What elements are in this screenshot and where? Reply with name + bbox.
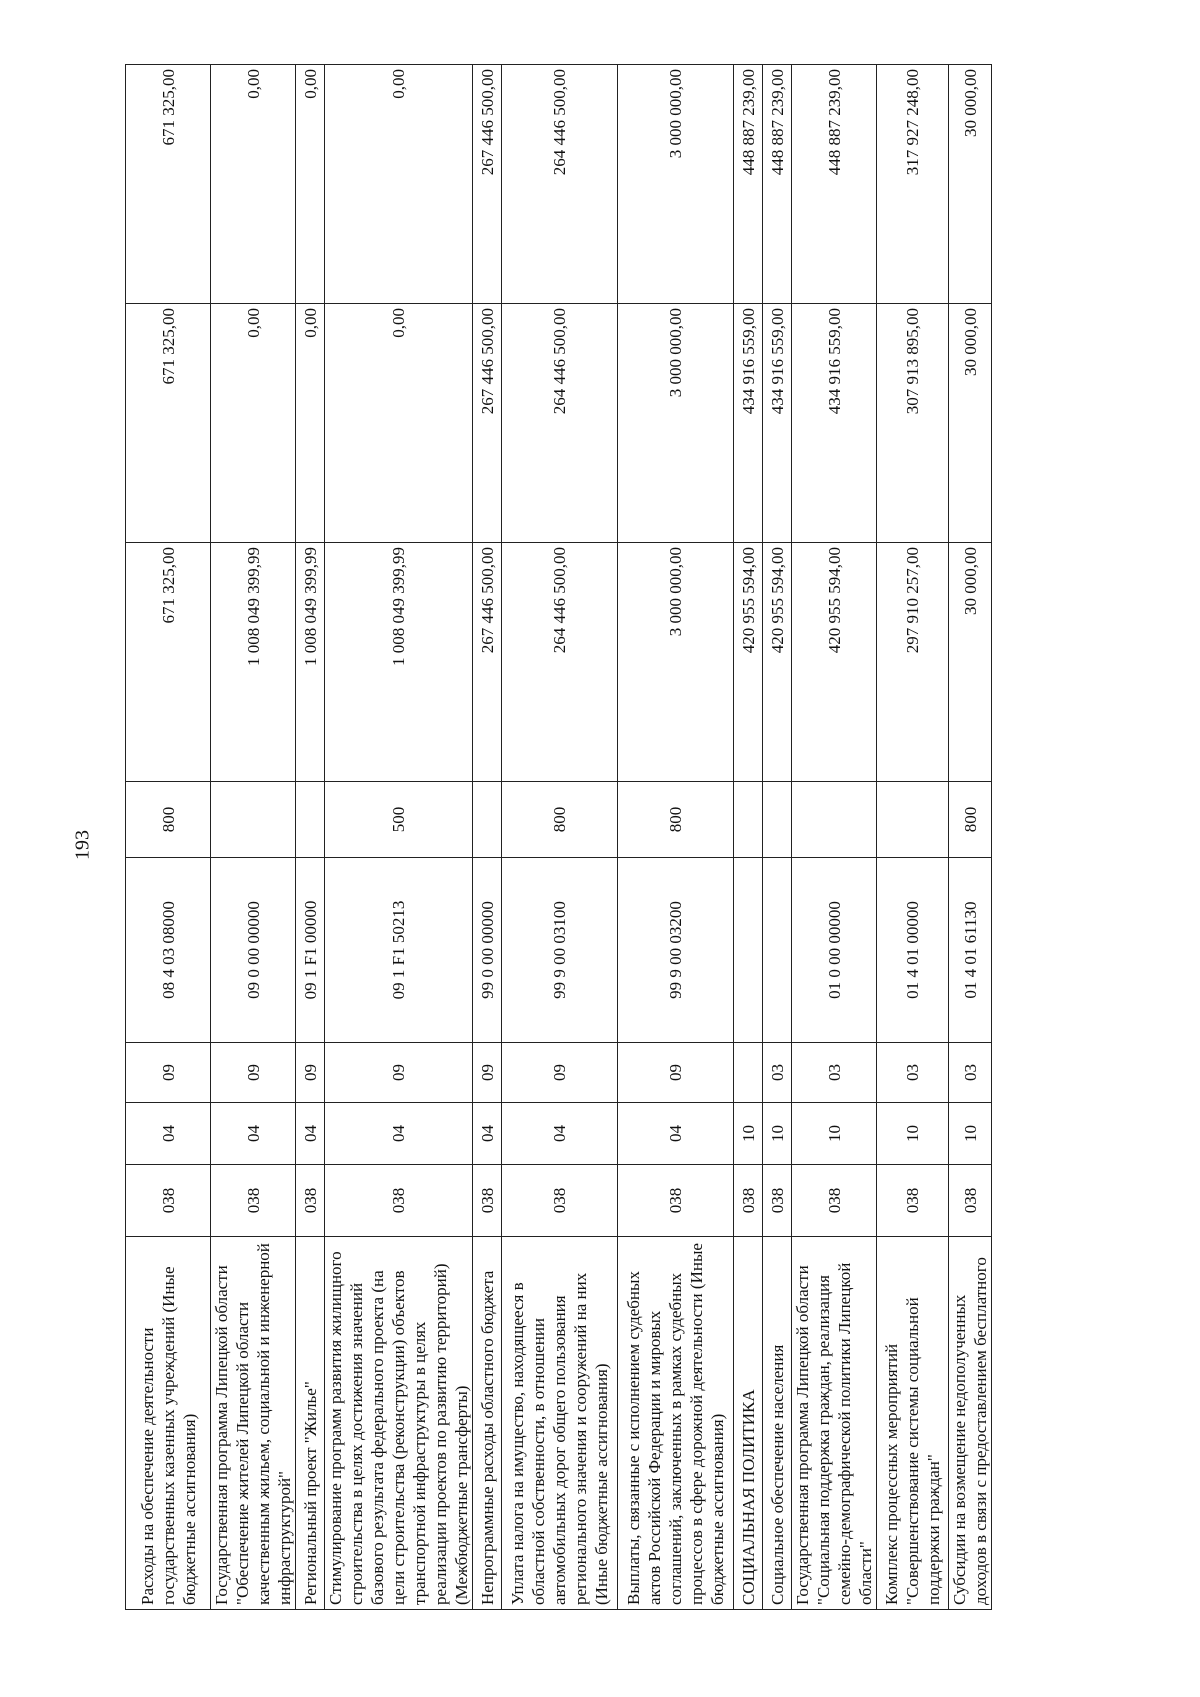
subsection-code: 03 [949,1043,992,1103]
expense-type-code [792,782,877,858]
amount-year-2: 0,00 [296,304,325,543]
grbs-code: 038 [734,1165,763,1237]
section-code: 04 [296,1103,325,1165]
amount-year-2: 671 325,00 [126,304,211,543]
grbs-code: 038 [763,1165,792,1237]
section-code: 10 [763,1103,792,1165]
grbs-code: 038 [325,1165,473,1237]
amount-year-3: 0,00 [211,65,296,304]
amount-year-1: 30 000,00 [949,543,992,782]
expense-type-code [877,782,949,858]
target-article-code: 99 0 00 00000 [473,858,502,1043]
subsection-code: 09 [618,1043,734,1103]
section-code: 04 [126,1103,211,1165]
amount-year-1: 671 325,00 [126,543,211,782]
table-row [949,65,992,1610]
row-name: Субсидии на возмещение недополученных доходов в связи с предоставлением бесплатного [949,1237,992,1610]
amount-year-1: 1 008 049 399,99 [325,543,473,782]
table-row [211,65,296,1610]
amount-year-2: 0,00 [325,304,473,543]
expense-type-code [296,782,325,858]
section-code: 10 [877,1103,949,1165]
target-article-code: 01 4 01 61130 [949,858,992,1043]
section-code: 10 [734,1103,763,1165]
amount-year-1: 420 955 594,00 [763,543,792,782]
amount-year-3: 0,00 [296,65,325,304]
amount-year-3: 267 446 500,00 [473,65,502,304]
expense-type-code: 800 [126,782,211,858]
table-row [763,65,792,1610]
row-name: Региональный проект "Жилье" [296,1237,325,1610]
expense-type-code [211,782,296,858]
table-row [473,65,502,1610]
amount-year-3: 264 446 500,00 [502,65,618,304]
expense-type-code [734,782,763,858]
table-row [502,65,618,1610]
table-row [126,65,211,1610]
row-name: Стимулирование программ развития жилищного строительства в целях достижения значений базового результата федерального проекта (на цели строительства (реконструкции) объектов транспортной инфраструктуры в целях реализации проектов по развитию территорий) (Межбюджетные трансферты) [325,1237,473,1610]
amount-year-2: 434 916 559,00 [763,304,792,543]
amount-year-2: 307 913 895,00 [877,304,949,543]
subsection-code: 03 [877,1043,949,1103]
row-name: Государственная программа Липецкой области "Социальная поддержка граждан, реализация семейно-демографической политики Липецкой области" [792,1237,877,1610]
amount-year-3: 30 000,00 [949,65,992,304]
target-article-code: 09 1 F1 00000 [296,858,325,1043]
expense-type-code: 800 [502,782,618,858]
subsection-code: 09 [296,1043,325,1103]
subsection-code: 09 [211,1043,296,1103]
target-article-code: 08 4 03 08000 [126,858,211,1043]
section-code: 10 [949,1103,992,1165]
grbs-code: 038 [126,1165,211,1237]
expense-type-code [763,782,792,858]
target-article-code: 99 9 00 03200 [618,858,734,1043]
row-name: Государственная программа Липецкой области "Обеспечение жителей Липецкой области качественным жильем, социальной и инженерной инфраструктурой" [211,1237,296,1610]
amount-year-1: 1 008 049 399,99 [296,543,325,782]
amount-year-2: 434 916 559,00 [734,304,763,543]
amount-year-2: 30 000,00 [949,304,992,543]
table-row [792,65,877,1610]
grbs-code: 038 [877,1165,949,1237]
row-name: Расходы на обеспечение деятельности государственных казенных учреждений (Иные бюджетные ассигнования) [126,1237,211,1610]
subsection-code: 03 [792,1043,877,1103]
grbs-code: 038 [296,1165,325,1237]
section-code: 04 [473,1103,502,1165]
amount-year-2: 264 446 500,00 [502,304,618,543]
section-code: 04 [502,1103,618,1165]
section-code: 04 [325,1103,473,1165]
grbs-code: 038 [792,1165,877,1237]
grbs-code: 038 [211,1165,296,1237]
row-name: СОЦИАЛЬНАЯ ПОЛИТИКА [734,1237,763,1610]
expense-type-code: 800 [618,782,734,858]
section-code: 04 [618,1103,734,1165]
amount-year-3: 0,00 [325,65,473,304]
target-article-code [734,858,763,1043]
target-article-code: 99 9 00 03100 [502,858,618,1043]
section-code: 10 [792,1103,877,1165]
amount-year-1: 297 910 257,00 [877,543,949,782]
subsection-code: 09 [325,1043,473,1103]
subsection-code [734,1043,763,1103]
row-name: Уплата налога на имущество, находящееся в областной собственности, в отношении автомобильных дорог общего пользования регионального значения и сооружений на них (Иные бюджетные ассигнования) [502,1237,618,1610]
amount-year-2: 3 000 000,00 [618,304,734,543]
row-name: Социальное обеспечение населения [763,1237,792,1610]
amount-year-1: 1 008 049 399,99 [211,543,296,782]
amount-year-1: 420 955 594,00 [734,543,763,782]
expense-type-code: 800 [949,782,992,858]
amount-year-3: 448 887 239,00 [763,65,792,304]
amount-year-1: 267 446 500,00 [473,543,502,782]
expense-type-code [473,782,502,858]
amount-year-2: 0,00 [211,304,296,543]
amount-year-2: 434 916 559,00 [792,304,877,543]
amount-year-3: 317 927 248,00 [877,65,949,304]
budget-table [125,64,992,1610]
target-article-code: 09 1 F1 50213 [325,858,473,1043]
table-container [125,65,990,1610]
row-name: Непрограммные расходы областного бюджета [473,1237,502,1610]
subsection-code: 09 [126,1043,211,1103]
table-row [877,65,949,1610]
table-row [325,65,473,1610]
grbs-code: 038 [618,1165,734,1237]
section-code: 04 [211,1103,296,1165]
amount-year-1: 3 000 000,00 [618,543,734,782]
table-row [618,65,734,1610]
amount-year-3: 448 887 239,00 [792,65,877,304]
subsection-code: 09 [473,1043,502,1103]
amount-year-1: 420 955 594,00 [792,543,877,782]
amount-year-3: 3 000 000,00 [618,65,734,304]
target-article-code: 01 4 01 00000 [877,858,949,1043]
expense-type-code: 500 [325,782,473,858]
amount-year-1: 264 446 500,00 [502,543,618,782]
target-article-code: 09 0 00 00000 [211,858,296,1043]
target-article-code [763,858,792,1043]
grbs-code: 038 [949,1165,992,1237]
target-article-code: 01 0 00 00000 [792,858,877,1043]
subsection-code: 09 [502,1043,618,1103]
amount-year-3: 448 887 239,00 [734,65,763,304]
subsection-code: 03 [763,1043,792,1103]
table-row [734,65,763,1610]
amount-year-3: 671 325,00 [126,65,211,304]
page-number: 193 [71,830,94,860]
row-name: Выплаты, связанные с исполнением судебных актов Российской Федерации и мировых соглашений, заключенных в рамках судебных процессов в сфере дорожной деятельности (Иные бюджетные ассигнования) [618,1237,734,1610]
grbs-code: 038 [502,1165,618,1237]
row-name: Комплекс процессных мероприятий "Совершенствование системы социальной поддержки граждан" [877,1237,949,1610]
amount-year-2: 267 446 500,00 [473,304,502,543]
grbs-code: 038 [473,1165,502,1237]
table-row [296,65,325,1610]
